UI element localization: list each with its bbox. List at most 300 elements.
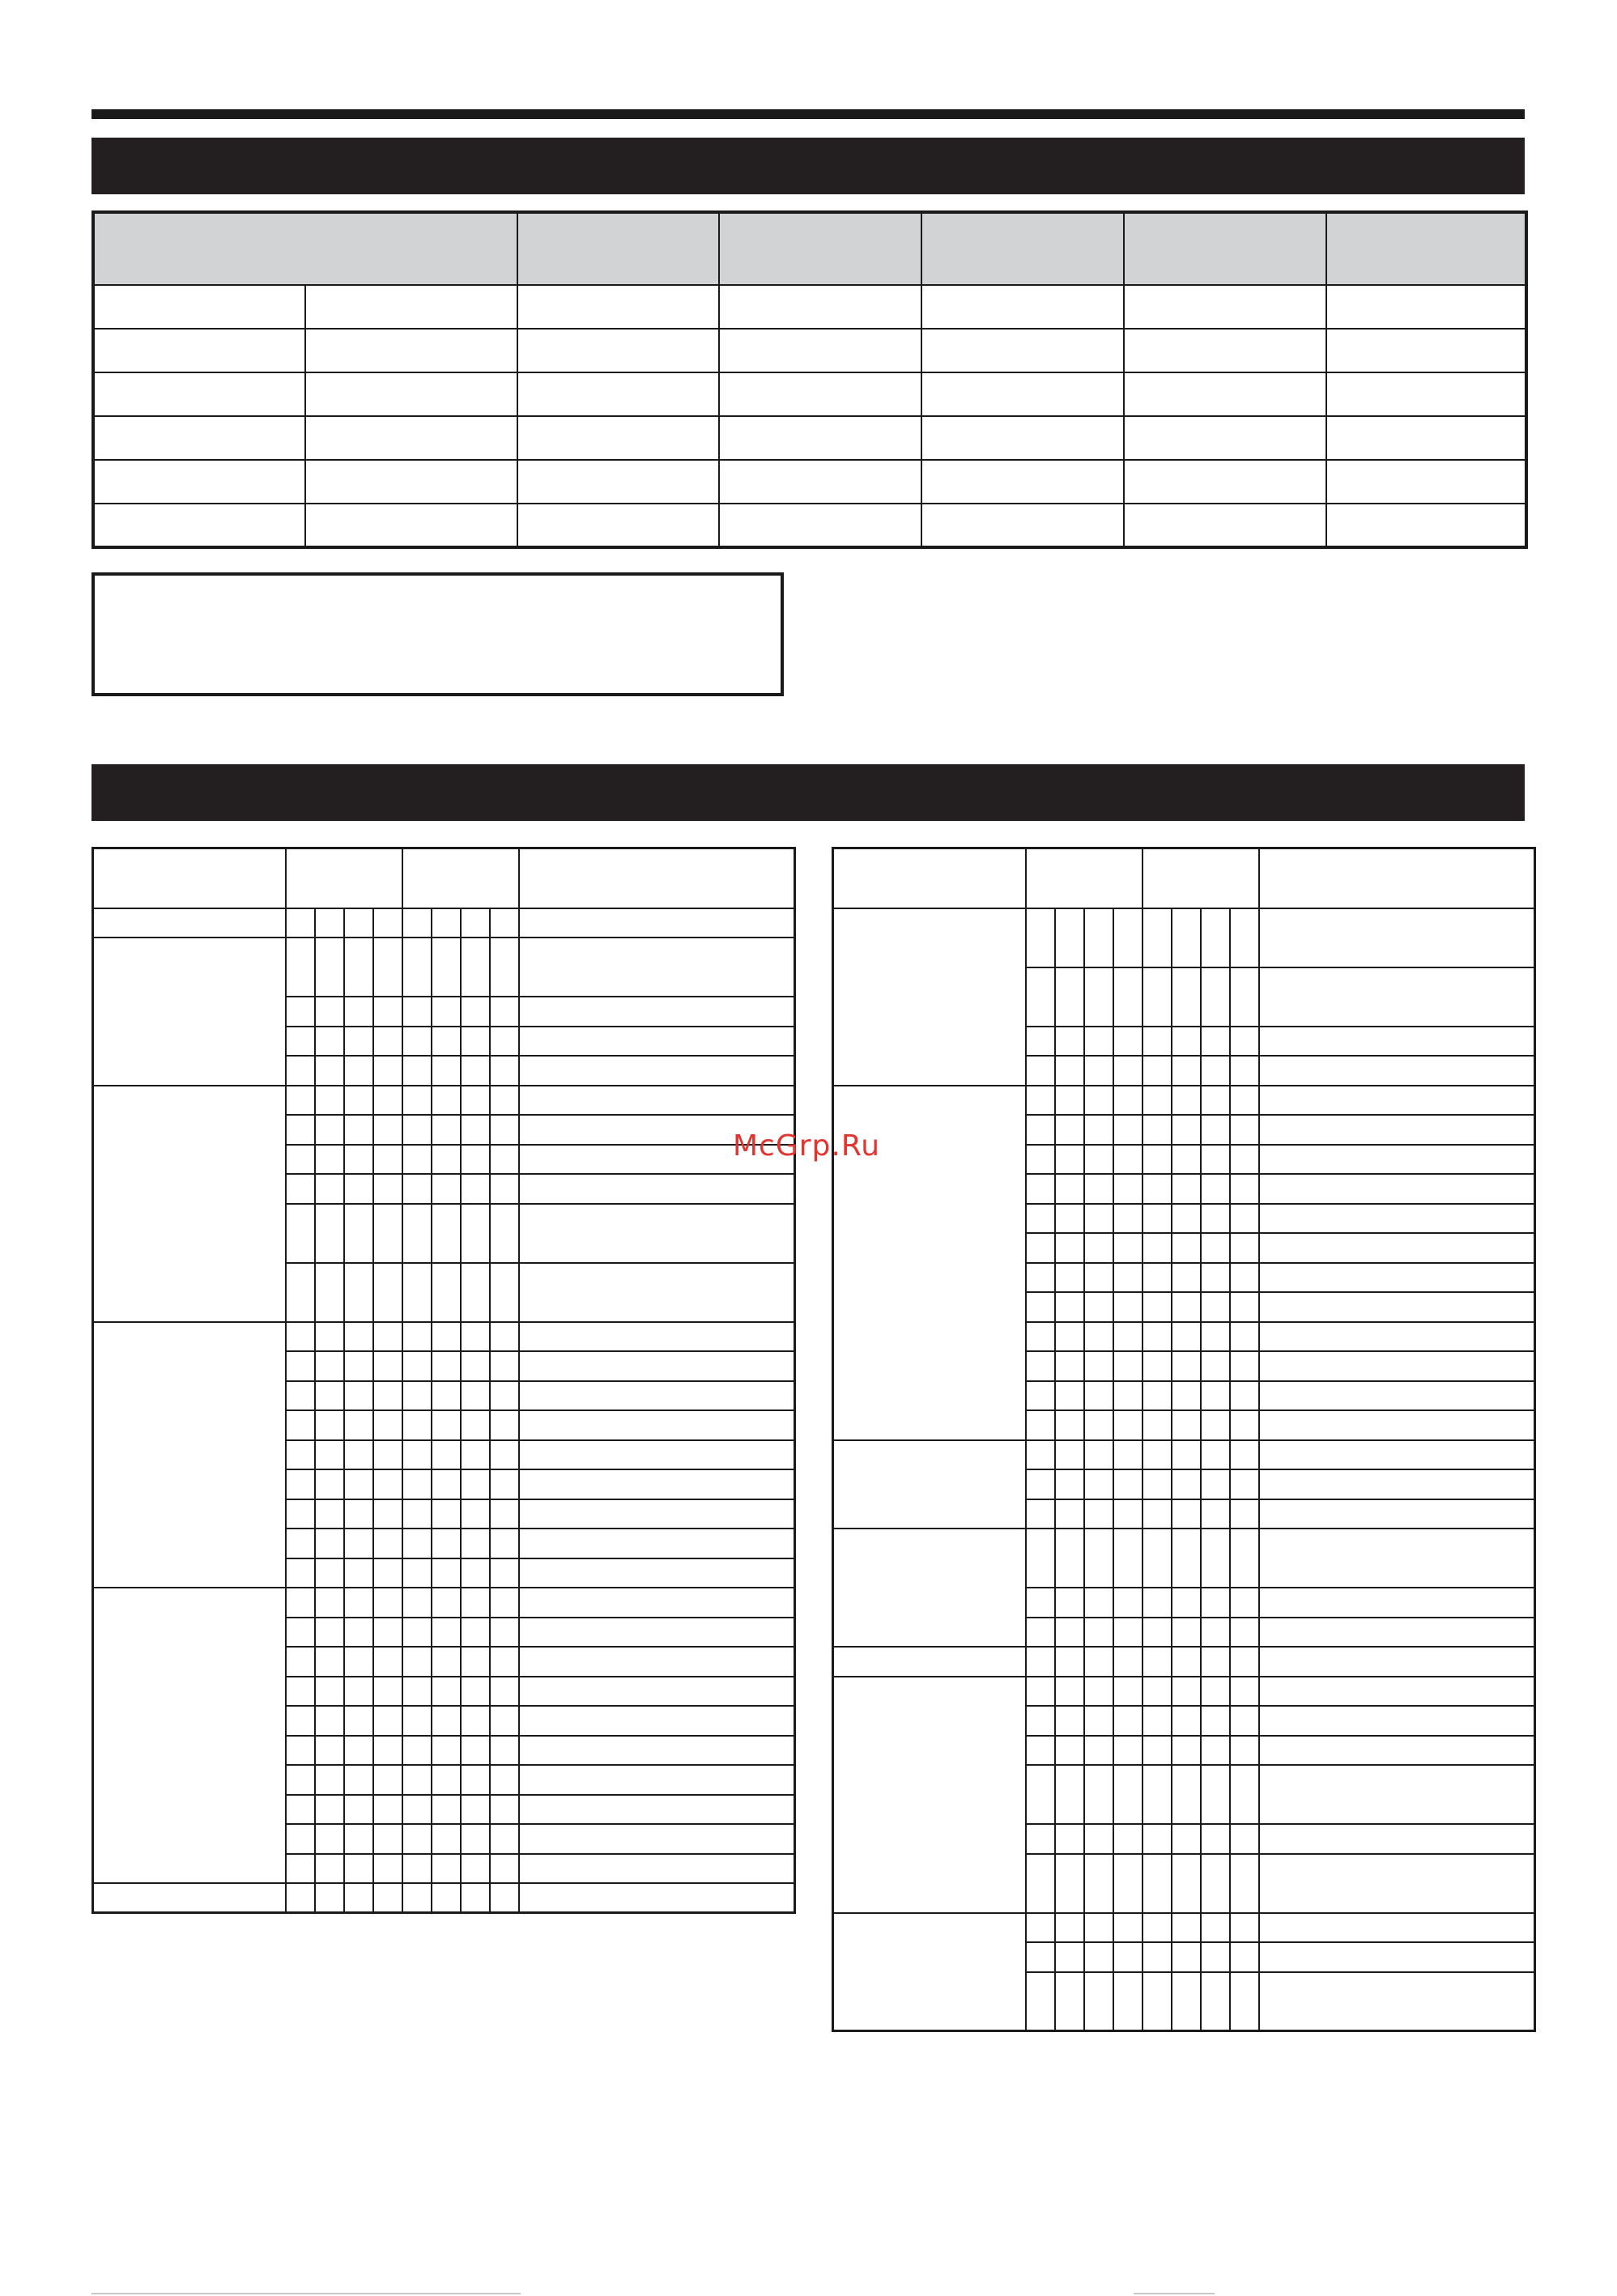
matrix-check-cell xyxy=(1172,1765,1201,1824)
matrix-check-cell xyxy=(1201,1381,1230,1411)
matrix-check-cell xyxy=(461,1618,490,1648)
matrix-check-cell xyxy=(1143,1440,1172,1470)
matrix-header-desc xyxy=(1259,848,1534,908)
matrix-check-cell xyxy=(1230,1618,1259,1648)
matrix-check-cell xyxy=(1172,1588,1201,1618)
matrix-check-cell xyxy=(461,1469,490,1499)
matrix-check-cell xyxy=(1026,1588,1055,1618)
spec-cell xyxy=(1124,504,1326,547)
matrix-check-cell xyxy=(373,1322,402,1352)
matrix-check-cell xyxy=(1230,1115,1259,1145)
matrix-check-cell xyxy=(286,1706,315,1736)
matrix-check-cell xyxy=(286,1558,315,1588)
matrix-check-cell xyxy=(1084,1410,1113,1440)
spec-table-row xyxy=(93,285,1526,329)
matrix-desc-cell xyxy=(519,1027,794,1057)
matrix-row xyxy=(833,1086,1535,1116)
matrix-check-cell xyxy=(402,908,432,938)
matrix-check-cell xyxy=(344,1174,373,1204)
matrix-check-cell xyxy=(315,1115,344,1145)
matrix-check-cell xyxy=(1201,1027,1230,1057)
matrix-check-cell xyxy=(1143,1499,1172,1529)
matrix-check-cell xyxy=(461,1410,490,1440)
matrix-check-cell xyxy=(1230,1647,1259,1677)
matrix-check-cell xyxy=(1143,1145,1172,1175)
matrix-header-row xyxy=(833,848,1535,908)
matrix-check-cell xyxy=(1230,1056,1259,1086)
matrix-row xyxy=(93,908,795,938)
matrix-check-cell xyxy=(402,1499,432,1529)
matrix-desc-cell xyxy=(1259,1381,1534,1411)
matrix-check-cell xyxy=(1084,1499,1113,1529)
matrix-check-cell xyxy=(1230,1351,1259,1381)
spec-cell xyxy=(1124,329,1326,372)
matrix-check-cell xyxy=(1084,1677,1113,1707)
matrix-check-cell xyxy=(432,1499,461,1529)
spec-cell xyxy=(921,460,1124,504)
matrix-check-cell xyxy=(1143,1469,1172,1499)
matrix-desc-cell xyxy=(519,1618,794,1648)
matrix-check-cell xyxy=(1172,1381,1201,1411)
matrix-check-cell xyxy=(1026,1056,1055,1086)
matrix-check-cell xyxy=(315,1499,344,1529)
matrix-check-cell xyxy=(1026,1322,1055,1352)
matrix-check-cell xyxy=(1113,1086,1143,1116)
matrix-check-cell xyxy=(461,997,490,1027)
matrix-check-cell xyxy=(315,1618,344,1648)
matrix-check-cell xyxy=(1026,1972,1055,2031)
matrix-check-cell xyxy=(1113,1027,1143,1057)
matrix-check-cell xyxy=(490,1883,519,1913)
matrix-group-label xyxy=(93,1588,286,1883)
matrix-check-cell xyxy=(1172,967,1201,1027)
matrix-desc-cell xyxy=(1259,1292,1534,1322)
matrix-check-cell xyxy=(461,1647,490,1677)
matrix-check-cell xyxy=(1230,1174,1259,1204)
matrix-check-cell xyxy=(1026,1440,1055,1470)
matrix-check-cell xyxy=(402,1824,432,1854)
matrix-check-cell xyxy=(402,1469,432,1499)
spec-header-cell xyxy=(921,212,1124,285)
matrix-check-cell xyxy=(1201,1942,1230,1972)
matrix-desc-cell xyxy=(1259,1174,1534,1204)
matrix-check-cell xyxy=(1084,1263,1113,1293)
matrix-check-cell xyxy=(344,1056,373,1086)
matrix-check-cell xyxy=(315,1558,344,1588)
spec-cell xyxy=(517,460,719,504)
matrix-check-cell xyxy=(432,1086,461,1116)
matrix-check-cell xyxy=(373,1529,402,1558)
matrix-check-cell xyxy=(1055,1381,1084,1411)
matrix-check-cell xyxy=(1201,1174,1230,1204)
matrix-row xyxy=(93,1588,795,1618)
matrix-check-cell xyxy=(1201,1765,1230,1824)
matrix-check-cell xyxy=(315,1588,344,1618)
matrix-check-cell xyxy=(1172,1677,1201,1707)
matrix-check-cell xyxy=(344,1677,373,1707)
spec-cell xyxy=(93,285,305,329)
spec-cell xyxy=(93,460,305,504)
matrix-check-cell xyxy=(373,1351,402,1381)
matrix-check-cell xyxy=(286,1677,315,1707)
matrix-check-cell xyxy=(402,1618,432,1648)
spec-header-cell xyxy=(1326,212,1526,285)
matrix-check-cell xyxy=(344,938,373,997)
matrix-check-cell xyxy=(1143,1677,1172,1707)
matrix-check-cell xyxy=(344,908,373,938)
matrix-desc-cell xyxy=(1259,1588,1534,1618)
spec-cell xyxy=(1124,372,1326,416)
matrix-check-cell xyxy=(1172,1529,1201,1588)
matrix-check-cell xyxy=(1113,1204,1143,1234)
matrix-check-cell xyxy=(1143,1647,1172,1677)
matrix-check-cell xyxy=(1172,1233,1201,1263)
spec-cell xyxy=(1326,460,1526,504)
matrix-check-cell xyxy=(1026,1469,1055,1499)
matrix-check-cell xyxy=(286,1795,315,1825)
matrix-check-cell xyxy=(315,1824,344,1854)
spec-cell xyxy=(1326,504,1526,547)
matrix-desc-cell xyxy=(519,1499,794,1529)
matrix-check-cell xyxy=(1172,1086,1201,1116)
matrix-check-cell xyxy=(432,1706,461,1736)
matrix-check-cell xyxy=(432,1529,461,1558)
matrix-desc-cell xyxy=(519,1736,794,1766)
matrix-check-cell xyxy=(461,1883,490,1913)
matrix-check-cell xyxy=(490,1824,519,1854)
spec-cell xyxy=(719,504,921,547)
matrix-check-cell xyxy=(1172,1263,1201,1293)
matrix-check-cell xyxy=(402,997,432,1027)
spec-table-row xyxy=(93,504,1526,547)
matrix-check-cell xyxy=(1055,1056,1084,1086)
matrix-check-cell xyxy=(344,1499,373,1529)
matrix-check-cell xyxy=(1113,1824,1143,1854)
matrix-check-cell xyxy=(1201,1204,1230,1234)
matrix-check-cell xyxy=(1230,1381,1259,1411)
matrix-check-cell xyxy=(1084,1854,1113,1913)
matrix-check-cell xyxy=(432,1027,461,1057)
matrix-check-cell xyxy=(1172,1854,1201,1913)
matrix-check-cell xyxy=(402,1529,432,1558)
matrix-desc-cell xyxy=(1259,1233,1534,1263)
matrix-check-cell xyxy=(402,1736,432,1766)
matrix-check-cell xyxy=(1026,908,1055,967)
matrix-check-cell xyxy=(315,1706,344,1736)
matrix-check-cell xyxy=(373,938,402,997)
matrix-check-cell xyxy=(286,1263,315,1322)
matrix-check-cell xyxy=(1113,1647,1143,1677)
matrix-desc-cell xyxy=(519,1086,794,1116)
matrix-check-cell xyxy=(1230,1765,1259,1824)
matrix-desc-cell xyxy=(1259,1056,1534,1086)
matrix-desc-cell xyxy=(519,997,794,1027)
matrix-check-cell xyxy=(373,1381,402,1411)
matrix-desc-cell xyxy=(1259,1204,1534,1234)
matrix-desc-cell xyxy=(519,1056,794,1086)
matrix-check-cell xyxy=(1201,1647,1230,1677)
matrix-check-cell xyxy=(286,1410,315,1440)
matrix-check-cell xyxy=(1143,1972,1172,2031)
matrix-check-cell xyxy=(1201,1499,1230,1529)
matrix-check-cell xyxy=(490,1410,519,1440)
matrix-check-cell xyxy=(402,1263,432,1322)
matrix-desc-cell xyxy=(519,1854,794,1884)
matrix-check-cell xyxy=(373,1736,402,1766)
matrix-check-cell xyxy=(1055,1972,1084,2031)
matrix-check-cell xyxy=(315,1529,344,1558)
matrix-check-cell xyxy=(1026,1706,1055,1736)
matrix-check-cell xyxy=(1201,1410,1230,1440)
matrix-check-cell xyxy=(402,1854,432,1884)
matrix-check-cell xyxy=(1084,1351,1113,1381)
matrix-check-cell xyxy=(461,1056,490,1086)
matrix-check-cell xyxy=(1084,1115,1113,1145)
matrix-check-cell xyxy=(432,1883,461,1913)
matrix-check-cell xyxy=(1055,1736,1084,1766)
matrix-check-cell xyxy=(490,1529,519,1558)
matrix-check-cell xyxy=(373,1204,402,1263)
matrix-check-cell xyxy=(1201,1351,1230,1381)
matrix-check-cell xyxy=(1201,1677,1230,1707)
matrix-check-cell xyxy=(1026,1292,1055,1322)
matrix-desc-cell xyxy=(1259,1677,1534,1707)
matrix-check-cell xyxy=(432,1145,461,1175)
matrix-check-cell xyxy=(1055,908,1084,967)
spec-cell xyxy=(921,329,1124,372)
matrix-check-cell xyxy=(1230,1204,1259,1234)
spec-cell xyxy=(93,504,305,547)
matrix-check-cell xyxy=(1230,1086,1259,1116)
matrix-check-cell xyxy=(1230,1499,1259,1529)
matrix-desc-cell xyxy=(1259,1086,1534,1116)
matrix-check-cell xyxy=(402,1027,432,1057)
matrix-check-cell xyxy=(1230,1027,1259,1057)
matrix-check-cell xyxy=(1055,1174,1084,1204)
matrix-check-cell xyxy=(1143,1233,1172,1263)
matrix-row xyxy=(93,1883,795,1913)
spec-cell xyxy=(921,285,1124,329)
matrix-check-cell xyxy=(1201,1115,1230,1145)
matrix-check-cell xyxy=(344,1410,373,1440)
matrix-check-cell xyxy=(1201,1824,1230,1854)
matrix-check-cell xyxy=(1143,1351,1172,1381)
matrix-check-cell xyxy=(373,1086,402,1116)
matrix-desc-cell xyxy=(1259,1499,1534,1529)
matrix-desc-cell xyxy=(519,1706,794,1736)
matrix-check-cell xyxy=(344,1854,373,1884)
matrix-check-cell xyxy=(1172,1027,1201,1057)
matrix-check-cell xyxy=(1026,1263,1055,1293)
matrix-check-cell xyxy=(490,1381,519,1411)
matrix-check-cell xyxy=(490,1677,519,1707)
matrix-check-cell xyxy=(1113,1618,1143,1648)
matrix-check-cell xyxy=(344,1795,373,1825)
matrix-check-cell xyxy=(461,908,490,938)
matrix-check-cell xyxy=(1172,1913,1201,1943)
matrix-check-cell xyxy=(1113,1529,1143,1588)
matrix-check-cell xyxy=(286,1027,315,1057)
matrix-check-cell xyxy=(432,997,461,1027)
matrix-desc-cell xyxy=(1259,1824,1534,1854)
matrix-check-cell xyxy=(373,1469,402,1499)
matrix-check-cell xyxy=(1026,1410,1055,1440)
matrix-check-cell xyxy=(315,938,344,997)
matrix-check-cell xyxy=(1201,1440,1230,1470)
matrix-check-cell xyxy=(402,1883,432,1913)
matrix-row xyxy=(833,1677,1535,1707)
matrix-check-cell xyxy=(402,1765,432,1795)
matrix-check-cell xyxy=(1143,1086,1172,1116)
matrix-group-label xyxy=(833,908,1026,1086)
matrix-check-cell xyxy=(344,1115,373,1145)
matrix-check-cell xyxy=(1143,1588,1172,1618)
matrix-check-cell xyxy=(461,1854,490,1884)
matrix-check-cell xyxy=(1084,1942,1113,1972)
matrix-check-cell xyxy=(1113,1292,1143,1322)
matrix-desc-cell xyxy=(519,1263,794,1322)
matrix-check-cell xyxy=(286,1322,315,1352)
matrix-check-cell xyxy=(1055,1765,1084,1824)
matrix-check-cell xyxy=(1026,1204,1055,1234)
matrix-check-cell xyxy=(1055,1027,1084,1057)
matrix-check-cell xyxy=(286,1618,315,1648)
matrix-check-cell xyxy=(461,1086,490,1116)
matrix-check-cell xyxy=(1026,1351,1055,1381)
matrix-check-cell xyxy=(1113,967,1143,1027)
spec-cell xyxy=(1124,285,1326,329)
matrix-desc-cell xyxy=(519,1440,794,1470)
matrix-check-cell xyxy=(1230,1292,1259,1322)
matrix-check-cell xyxy=(1113,1233,1143,1263)
matrix-check-cell xyxy=(1055,1588,1084,1618)
matrix-check-cell xyxy=(1230,1469,1259,1499)
matrix-check-cell xyxy=(344,1706,373,1736)
matrix-check-cell xyxy=(1084,1440,1113,1470)
matrix-check-cell xyxy=(1143,1410,1172,1440)
matrix-group-label xyxy=(93,938,286,1086)
matrix-header-group xyxy=(402,848,519,908)
matrix-check-cell xyxy=(1143,1765,1172,1824)
matrix-check-cell xyxy=(1084,1145,1113,1175)
matrix-check-cell xyxy=(1113,1145,1143,1175)
matrix-check-cell xyxy=(1230,1942,1259,1972)
matrix-check-cell xyxy=(1230,908,1259,967)
matrix-check-cell xyxy=(432,1174,461,1204)
matrix-check-cell xyxy=(1143,1854,1172,1913)
matrix-check-cell xyxy=(461,1706,490,1736)
spec-cell xyxy=(1326,372,1526,416)
matrix-check-cell xyxy=(286,997,315,1027)
matrix-check-cell xyxy=(1055,1145,1084,1175)
matrix-check-cell xyxy=(286,1381,315,1411)
footer-rule xyxy=(1134,2293,1215,2294)
matrix-check-cell xyxy=(315,1854,344,1884)
spec-cell xyxy=(517,504,719,547)
matrix-check-cell xyxy=(402,1410,432,1440)
matrix-check-cell xyxy=(432,908,461,938)
matrix-check-cell xyxy=(402,1204,432,1263)
matrix-check-cell xyxy=(315,1056,344,1086)
spec-header-cell xyxy=(719,212,921,285)
matrix-row xyxy=(833,1440,1535,1470)
matrix-check-cell xyxy=(1172,1736,1201,1766)
matrix-check-cell xyxy=(432,1588,461,1618)
matrix-check-cell xyxy=(1055,1677,1084,1707)
matrix-check-cell xyxy=(490,1115,519,1145)
matrix-check-cell xyxy=(1143,1204,1172,1234)
spec-cell xyxy=(1326,416,1526,460)
spec-table-row xyxy=(93,329,1526,372)
matrix-row xyxy=(833,1647,1535,1677)
matrix-desc-cell xyxy=(1259,1854,1534,1913)
matrix-check-cell xyxy=(1201,1972,1230,2031)
matrix-check-cell xyxy=(1055,1204,1084,1234)
matrix-check-cell xyxy=(402,1174,432,1204)
spec-cell xyxy=(719,329,921,372)
matrix-desc-cell xyxy=(519,1558,794,1588)
matrix-check-cell xyxy=(1172,1351,1201,1381)
matrix-check-cell xyxy=(1084,1824,1113,1854)
matrix-check-cell xyxy=(461,1499,490,1529)
matrix-check-cell xyxy=(1026,1027,1055,1057)
matrix-group-label xyxy=(833,1677,1026,1913)
matrix-check-cell xyxy=(1172,1942,1201,1972)
spec-cell xyxy=(921,372,1124,416)
matrix-check-cell xyxy=(286,1588,315,1618)
matrix-check-cell xyxy=(490,1647,519,1677)
matrix-check-cell xyxy=(315,1647,344,1677)
matrix-check-cell xyxy=(286,1647,315,1677)
matrix-check-cell xyxy=(373,1499,402,1529)
matrix-check-cell xyxy=(315,908,344,938)
matrix-check-cell xyxy=(1055,1115,1084,1145)
matrix-check-cell xyxy=(315,1145,344,1175)
matrix-check-cell xyxy=(1143,1618,1172,1648)
matrix-check-cell xyxy=(490,1204,519,1263)
matrix-check-cell xyxy=(402,1086,432,1116)
matrix-check-cell xyxy=(1143,1706,1172,1736)
matrix-check-cell xyxy=(402,1558,432,1588)
matrix-group-label xyxy=(833,1647,1026,1677)
matrix-check-cell xyxy=(402,1115,432,1145)
matrix-check-cell xyxy=(1201,1086,1230,1116)
matrix-check-cell xyxy=(1143,1263,1172,1293)
matrix-check-cell xyxy=(432,1115,461,1145)
spec-cell xyxy=(93,329,305,372)
matrix-desc-cell xyxy=(1259,908,1534,967)
matrix-check-cell xyxy=(315,1677,344,1707)
matrix-check-cell xyxy=(432,938,461,997)
matrix-check-cell xyxy=(1084,1647,1113,1677)
matrix-check-cell xyxy=(1172,908,1201,967)
matrix-check-cell xyxy=(1084,1618,1113,1648)
spec-cell xyxy=(1124,416,1326,460)
matrix-check-cell xyxy=(1230,967,1259,1027)
matrix-check-cell xyxy=(1055,1854,1084,1913)
spec-table-row xyxy=(93,372,1526,416)
matrix-group-label xyxy=(93,1086,286,1322)
matrix-check-cell xyxy=(286,1824,315,1854)
matrix-check-cell xyxy=(490,1056,519,1086)
matrix-check-cell xyxy=(1172,1972,1201,2031)
matrix-check-cell xyxy=(286,1499,315,1529)
matrix-group-label xyxy=(833,1913,1026,2031)
matrix-check-cell xyxy=(315,1469,344,1499)
matrix-desc-cell xyxy=(519,1381,794,1411)
matrix-check-cell xyxy=(490,1145,519,1175)
matrix-check-cell xyxy=(1055,1292,1084,1322)
